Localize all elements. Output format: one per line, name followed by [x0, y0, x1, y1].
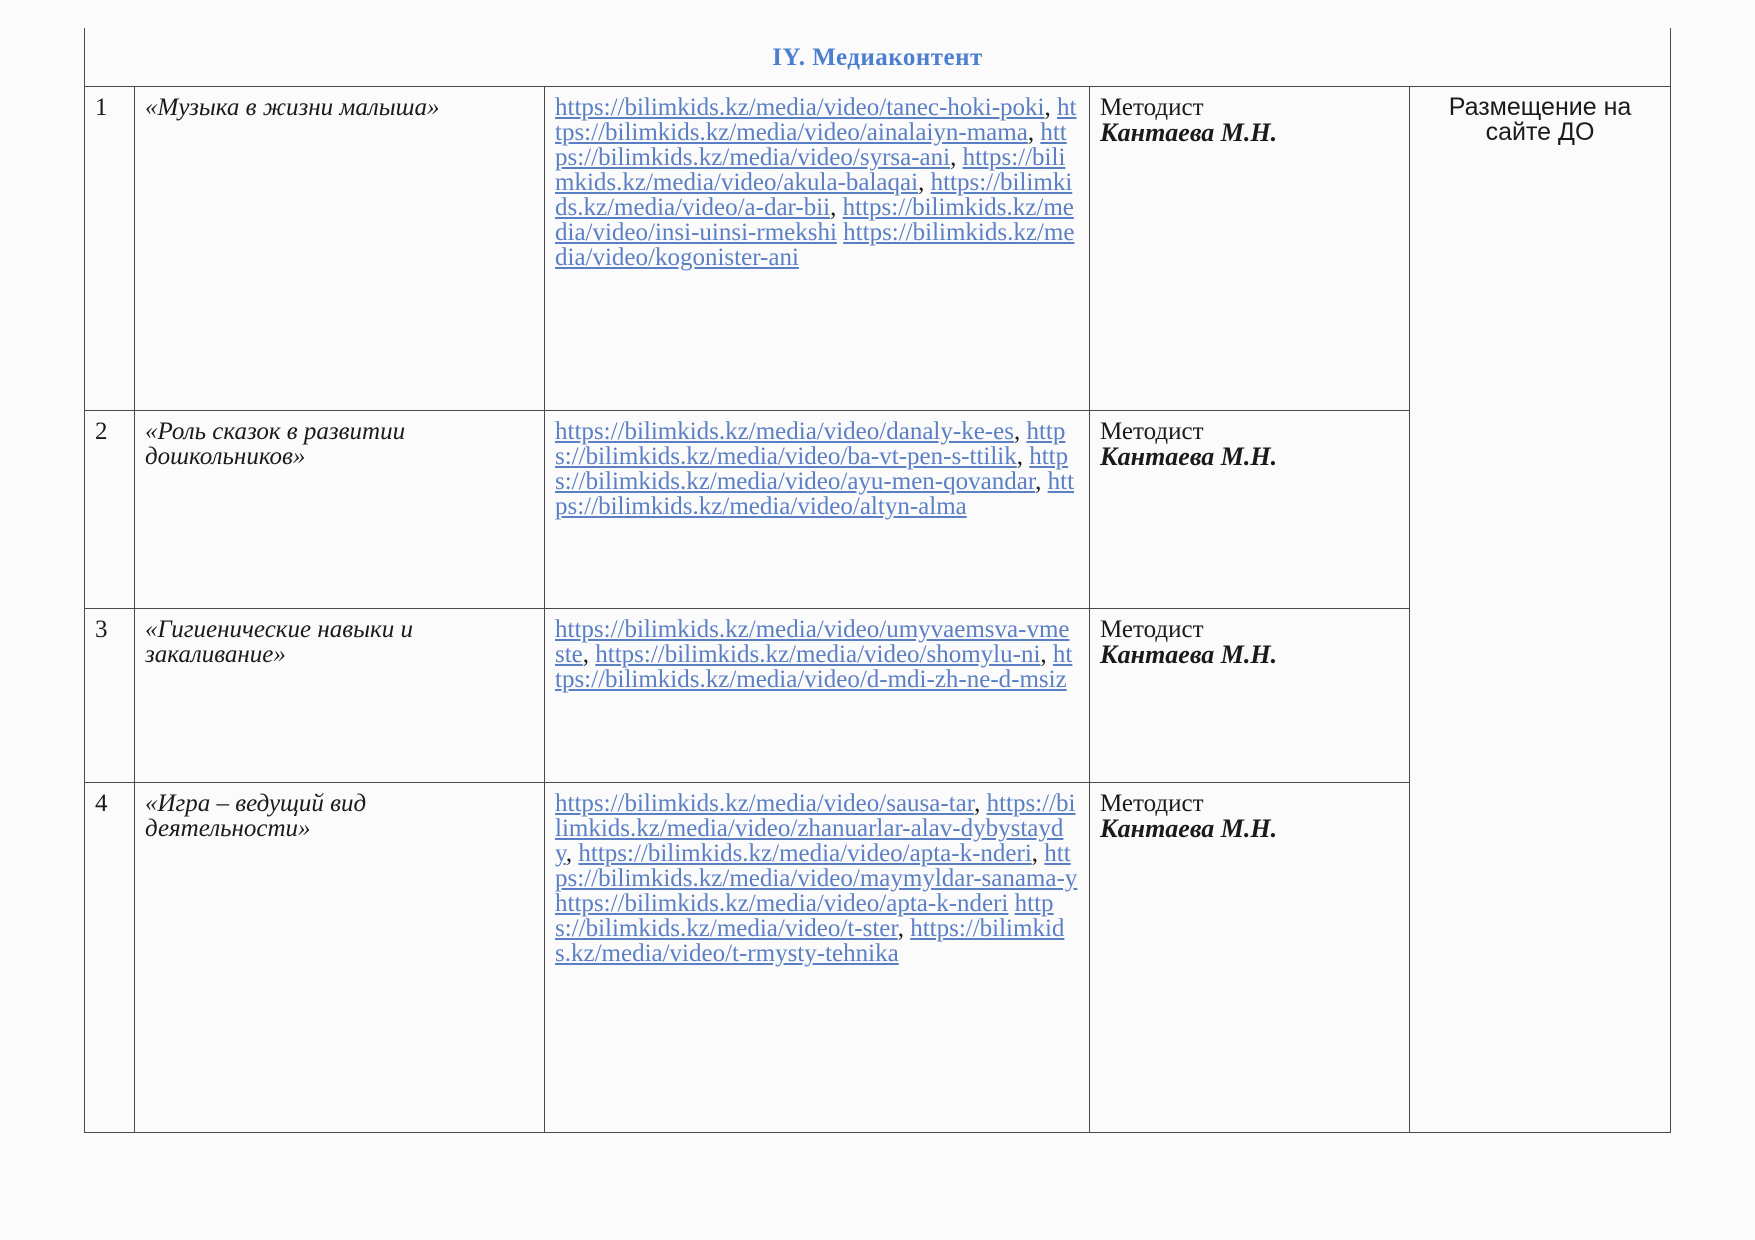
video-link[interactable]: https://bilimkids.kz/media/video/sausa-tar	[555, 790, 975, 817]
video-links-cell	[545, 609, 1090, 783]
video-link[interactable]: https://bilimkids.kz/media/video/shomylu-ni	[595, 641, 1041, 668]
responsible-person: Кантаева М.Н.	[1100, 118, 1278, 147]
topic-title: «Игра – ведущий вид деятельности»	[135, 783, 545, 1133]
video-link[interactable]: https://bilimkids.kz/media/video/danaly-ke-es	[555, 418, 1014, 445]
link-separator: ,	[1035, 468, 1042, 495]
section-header-row	[85, 28, 1671, 87]
placement-line-1: Размещение на	[1448, 93, 1632, 121]
row-number: 1	[85, 87, 135, 411]
responsible-person: Кантаева М.Н.	[1100, 640, 1278, 669]
section-title: IY. Медиаконтент	[772, 43, 983, 71]
video-link[interactable]: https://bilimkids.kz/media/video/umyvaemsva-vmeste	[555, 616, 1070, 668]
responsible-cell	[1090, 87, 1410, 411]
responsible-role: Методист	[1100, 418, 1204, 445]
row-number: 3	[85, 609, 135, 783]
video-link[interactable]: https://bilimkids.kz/media/video/ayu-men-qovandar	[555, 443, 1069, 495]
responsible-cell	[1090, 609, 1410, 783]
video-links-cell	[545, 411, 1090, 609]
video-link[interactable]: https://bilimkids.kz/media/video/maymyldar-sanama-y	[555, 840, 1078, 892]
video-link[interactable]: https://bilimkids.kz/media/video/ainalaiyn-mama	[555, 94, 1077, 146]
link-separator: ,	[950, 144, 957, 171]
video-link[interactable]: https://bilimkids.kz/media/video/insi-uinsi-rmekshi	[555, 194, 1074, 246]
responsible-cell	[1090, 783, 1410, 1133]
link-separator: ,	[1031, 840, 1039, 867]
section-header-cell	[85, 28, 1671, 87]
topic-title: «Роль сказок в развитии дошкольников»	[135, 411, 545, 609]
link-separator: ,	[1013, 418, 1021, 445]
link-separator: ,	[918, 169, 925, 196]
video-link[interactable]: https://bilimkids.kz/media/video/akula-balaqai	[555, 144, 1066, 196]
video-link[interactable]: https://bilimkids.kz/media/video/altyn-alma	[555, 468, 1075, 520]
video-link[interactable]: https://bilimkids.kz/media/video/ba-vt-pen-s-ttilik	[555, 418, 1066, 470]
video-link[interactable]: https://bilimkids.kz/media/video/apta-k-nderi	[578, 840, 1032, 867]
responsible-role: Методист	[1100, 94, 1204, 121]
media-content-table	[84, 28, 1671, 1133]
video-links-cell	[545, 87, 1090, 411]
placement-line-2: сайте ДО	[1485, 118, 1595, 146]
link-separator: ,	[974, 790, 981, 817]
responsible-role: Методист	[1100, 616, 1204, 643]
responsible-cell	[1090, 411, 1410, 609]
video-link[interactable]: https://bilimkids.kz/media/video/d-mdi-zh-ne-d-msiz	[555, 641, 1073, 693]
table-body	[85, 28, 1671, 1133]
video-link[interactable]: https://bilimkids.kz/media/video/zhanuarlar-alav-dybystaydy	[555, 790, 1076, 867]
link-separator: ,	[1016, 443, 1023, 470]
topic-title: «Гигиенические навыки и закаливание»	[135, 609, 545, 783]
link-separator: ,	[1044, 94, 1051, 121]
link-separator: ,	[830, 194, 837, 221]
row-number: 4	[85, 783, 135, 1133]
link-separator: ,	[1027, 119, 1035, 146]
link-separator: ,	[897, 915, 904, 942]
link-separator: ,	[565, 840, 573, 867]
video-link[interactable]: https://bilimkids.kz/media/video/kogonister-ani	[555, 219, 1075, 271]
video-links-cell	[545, 783, 1090, 1133]
table-row	[85, 87, 1671, 411]
link-separator: ,	[582, 641, 590, 668]
video-link[interactable]: https://bilimkids.kz/media/video/a-dar-bii	[555, 169, 1073, 221]
video-link[interactable]: https://bilimkids.kz/media/video/t-ster	[555, 890, 1054, 942]
document-sheet	[84, 28, 1670, 1146]
topic-title: «Музыка в жизни малыша»	[135, 87, 545, 411]
responsible-person: Кантаева М.Н.	[1100, 442, 1278, 471]
video-link[interactable]: https://bilimkids.kz/media/video/apta-k-nderi	[555, 890, 1009, 917]
placement-cell	[1410, 87, 1671, 1133]
video-link[interactable]: https://bilimkids.kz/media/video/tanec-hoki-poki	[555, 94, 1045, 121]
row-number: 2	[85, 411, 135, 609]
responsible-role: Методист	[1100, 790, 1204, 817]
video-link[interactable]: https://bilimkids.kz/media/video/t-rmysty-tehnika	[555, 915, 1065, 967]
responsible-person: Кантаева М.Н.	[1100, 814, 1278, 843]
link-separator: ,	[1040, 641, 1047, 668]
video-link[interactable]: https://bilimkids.kz/media/video/syrsa-ani	[555, 119, 1067, 171]
